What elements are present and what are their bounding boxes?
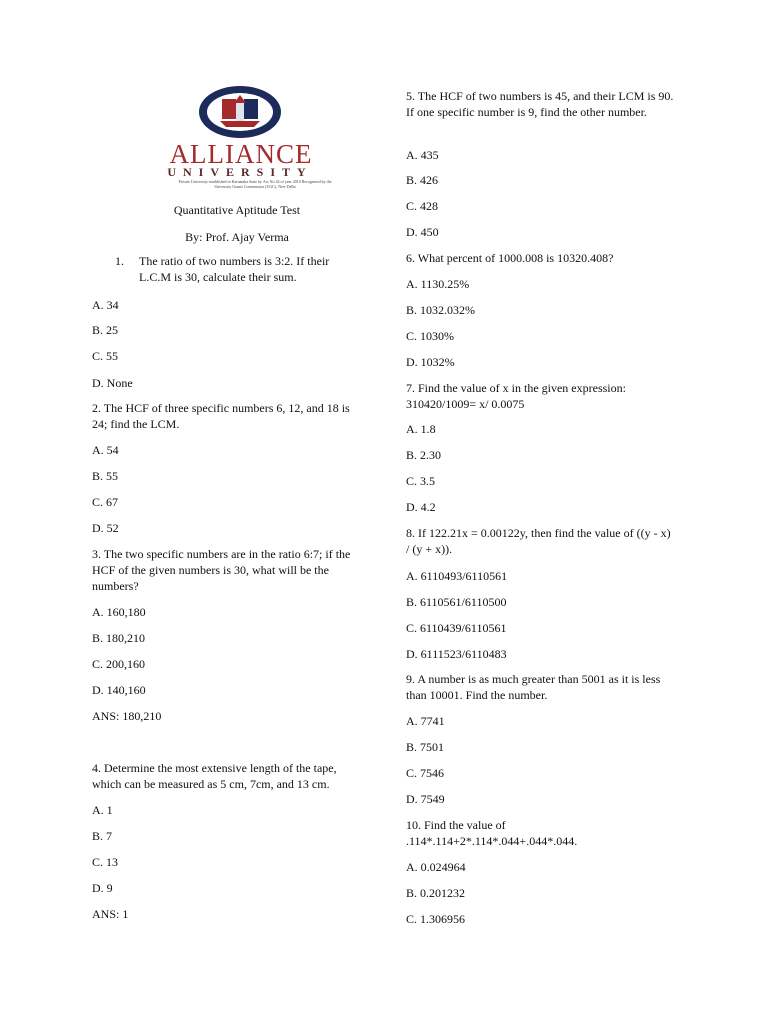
option: A. 1130.25% (406, 277, 470, 291)
option: C. 1030% (406, 329, 454, 343)
option: A. 0.024964 (406, 860, 466, 874)
option: B. 0.201232 (406, 886, 466, 900)
question-3: 3. The two specific numbers are in the ratio 6:7; if the HCF of the given numbers is 30, what will be the numbers? (92, 547, 351, 593)
option: A. 1 (92, 803, 113, 817)
option: A. 7741 (406, 714, 445, 728)
question-text: The ratio of two numbers is 3:2. If their L.C.M is 30, calculate their sum. (139, 254, 330, 284)
option: C. 3.5 (406, 474, 436, 488)
option: C. 200,160 (92, 657, 146, 671)
test-title: Quantitative Aptitude Test (173, 203, 301, 217)
logo-subtitle: UNIVERSITY (167, 165, 313, 179)
option: C. 13 (92, 855, 119, 869)
question-7: 7. Find the value of x in the given expression: 310420/1009= x/ 0.0075 (406, 381, 626, 411)
option: B. 7501 (406, 740, 445, 754)
option: D. 4.2 (406, 500, 436, 514)
option: D. 1032% (406, 355, 455, 369)
option: C. 428 (406, 199, 439, 213)
answer: ANS: 180,210 (92, 709, 162, 723)
question-4: 4. Determine the most extensive length of the tape, which can be measured as 5 cm, 7cm, and 13 cm. (92, 761, 337, 791)
option: D. 6111523/6110483 (406, 647, 507, 661)
question-8: 8. If 122.21x = 0.00122y, then find the value of ((y - x) / (y + x)). (406, 526, 671, 556)
option: C. 7546 (406, 766, 445, 780)
logo-tagline: Private University established in Karnataka State by Act No.34 of year 2010 Recognized by the University Grants Commission (UGC), New Delhi (178, 179, 332, 189)
option: A. 160,180 (92, 605, 146, 619)
option: A. 54 (92, 443, 119, 457)
option: B. 6110561/6110500 (406, 595, 507, 609)
option: B. 7 (92, 829, 113, 843)
option: B. 55 (92, 469, 119, 483)
logo-name: ALLIANCE (169, 139, 313, 169)
university-seal-icon (198, 85, 282, 139)
question-6: 6. What percent of 1000.008 is 10320.408? (406, 251, 614, 265)
option: D. 9 (92, 881, 113, 895)
question-10: 10. Find the value of .114*.114+2*.114*.044+.044*.044. (406, 818, 578, 848)
question-2: 2. The HCF of three specific numbers 6, 12, and 18 is 24; find the LCM. (92, 401, 350, 431)
test-author: By: Prof. Ajay Verma (185, 230, 289, 244)
option: C. 67 (92, 495, 119, 509)
option: D. None (92, 376, 133, 390)
question-9: 9. A number is as much greater than 5001 as it is less than 10001. Find the number. (406, 672, 661, 702)
option: C. 55 (92, 349, 119, 363)
option: D. 450 (406, 225, 439, 239)
option: B. 426 (406, 173, 439, 187)
option: D. 7549 (406, 792, 445, 806)
question-1 (115, 253, 355, 285)
option: D. 52 (92, 521, 119, 535)
option: A. 34 (92, 298, 119, 312)
option: C. 6110439/6110561 (406, 621, 507, 635)
university-logo (130, 85, 350, 190)
option: B. 180,210 (92, 631, 146, 645)
option: D. 140,160 (92, 683, 146, 697)
question-5: 5. The HCF of two numbers is 45, and their LCM is 90. If one specific number is 9, find the other number. (406, 89, 674, 119)
question-number: 1. (115, 254, 124, 268)
option: A. 6110493/6110561 (406, 569, 508, 583)
option: B. 25 (92, 323, 119, 337)
option: C. 1.306956 (406, 912, 466, 926)
answer: ANS: 1 (92, 907, 129, 921)
option: B. 1032.032% (406, 303, 475, 317)
option: B. 2.30 (406, 448, 442, 462)
option: A. 435 (406, 148, 439, 162)
option: A. 1.8 (406, 422, 436, 436)
